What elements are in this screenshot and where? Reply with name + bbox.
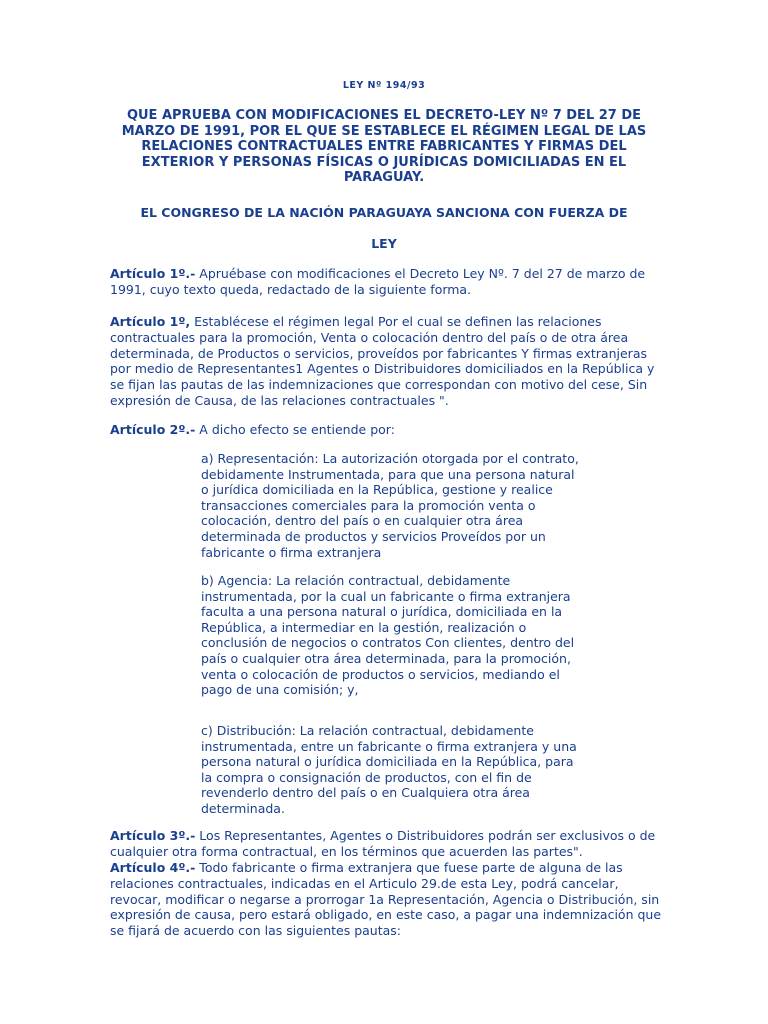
definition-b: b) Agencia: La relación contractual, debidamente instrumentada, por la cual un fabricante o firma extranjera faculta a una persona natural o jurídica, domiciliada en la República, a intermediar en la gestión, realización o conclusión de negocios o contratos Con clientes, dentro del país o cualquier otra área determinada, para la promoción, venta o colocación de productos o servicios, mediando el pago de una comisión; y, bbox=[201, 573, 575, 698]
ley-heading: LEY bbox=[371, 236, 397, 251]
article-text: Apruébase con modificaciones el Decreto Ley Nº. 7 del 27 de marzo de 1991, cuyo texto queda, redactado de la siguiente forma. bbox=[110, 266, 646, 297]
law-number: LEY Nº 194/93 bbox=[342, 80, 426, 91]
article-2 bbox=[110, 422, 670, 438]
article-4 bbox=[110, 860, 670, 939]
article-label: Artículo 3º.- bbox=[110, 828, 196, 843]
article-text: Los Representantes, Agentes o Distribuidores podrán ser exclusivos o de cualquier otra forma contractual, en los términos que acuerden las partes". bbox=[110, 828, 656, 859]
article-text: A dicho efecto se entiende por: bbox=[195, 422, 395, 437]
article-1 bbox=[110, 266, 670, 298]
article-label: Artículo 4º.- bbox=[110, 860, 196, 875]
definition-c: c) Distribución: La relación contractual, debidamente instrumentada, entre un fabricante o firma extranjera y una persona natural o jurídica domiciliada en la República, para la compra o consignación de productos, con el fin de revenderlo dentro del país o en Cualquiera otra área determinada. bbox=[201, 723, 577, 816]
article-text: Establécese el régimen legal Por el cual se definen las relaciones contractuales para la promoción, Venta o colocación dentro del país o de otra área determinada, de Productos o servicios, proveídos por fabricantes Y firmas extranjeras por medio de Representantes1 Agentes o Distribuidores domiciliados en la República y se fijan las pautas de las indemnizaciones que correspondan con motivo del cese, Sin expresión de Causa, de las relaciones contractuales ". bbox=[110, 314, 655, 408]
article-text: Todo fabricante o firma extranjera que fuese parte de alguna de las relaciones contractuales, indicadas en el Articulo 29.de esta Ley, podrá cancelar, revocar, modificar o negarse a prorrogar 1a Representación, Agencia o Distribución, sin expresión de causa, pero estará obligado, en este caso, a pagar una indemnización que se fijará de acuerdo con las siguientes pautas: bbox=[110, 860, 662, 939]
law-title: QUE APRUEBA CON MODIFICACIONES EL DECRETO-LEY Nº 7 DEL 27 DE MARZO DE 1991, POR EL QUE SE ESTABLECE EL RÉGIMEN LEGAL DE LAS RELACIONES CONTRACTUALES ENTRE FABRICANTES Y FIRMAS DEL EXTERIOR Y PERSONAS FÍSICAS O JURÍDICAS DOMICILIADAS EN EL PARAGUAY. bbox=[121, 108, 647, 185]
definition-a: a) Representación: La autorización otorgada por el contrato, debidamente Instrumentada, para que una persona natural o jurídica domiciliada en la República, gestione y realice transacciones comerciales para la promoción venta o colocación, dentro del país o en cualquier otra área determinada de productos y servicios Proveídos por un fabricante o firma extranjera bbox=[201, 451, 579, 560]
article-3 bbox=[110, 828, 670, 860]
article-1-modified bbox=[110, 314, 670, 409]
article-label: Artículo 2º.- bbox=[110, 422, 196, 437]
article-label: Artículo 1º, bbox=[110, 314, 191, 329]
article-label: Artículo 1º.- bbox=[110, 266, 196, 281]
decree-heading: EL CONGRESO DE LA NACIÓN PARAGUAYA SANCIONA CON FUERZA DE bbox=[140, 205, 628, 220]
